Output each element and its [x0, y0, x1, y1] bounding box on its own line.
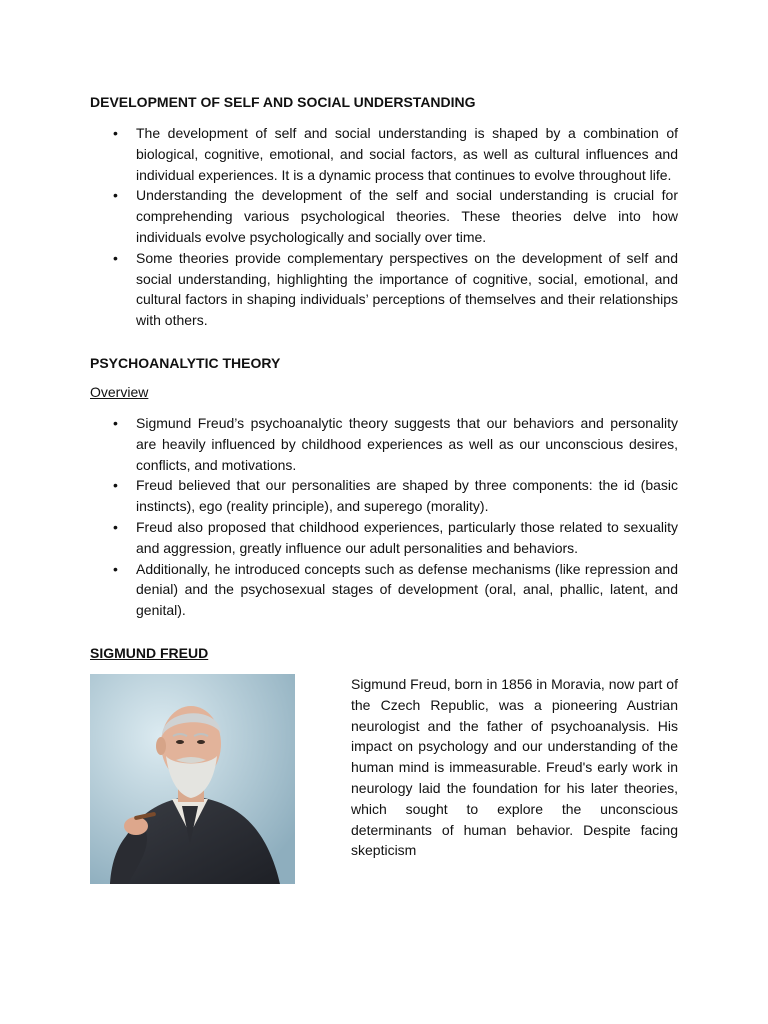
freud-bio-block — [90, 674, 678, 894]
freud-bio-text: Sigmund Freud, born in 1856 in Moravia, now part of the Czech Republic, was a pioneering Austrian neurologist and the father of psychoanalysis. His impact on psychology and our understanding of the human mind is immeasurable. Freud's early work in neurology laid the foundation for his later theories, which sought to explore the unconscious determinants of human behavior. Despite facing skepticism — [351, 675, 678, 859]
list-item: • Freud also proposed that childhood experiences, particularly those related to sexuality and aggression, greatly influence our adult personalities and behaviors. — [113, 518, 678, 556]
section-title-sigmund-freud: SIGMUND FREUD — [90, 644, 209, 661]
bullet-icon: • — [113, 125, 118, 141]
bullet-icon: • — [113, 518, 118, 535]
section-title-self-social: DEVELOPMENT OF SELF AND SOCIAL UNDERSTANDING — [90, 94, 476, 110]
bullet-list-psychoanalytic — [90, 413, 678, 621]
list-item: • Additionally, he introduced concepts such as defense mechanisms (like repression and denial) and the psychosexual stages of development (oral, anal, phallic, latent, and genital). — [113, 560, 678, 619]
bullet-icon: • — [113, 249, 118, 266]
subsection-title-overview: Overview — [90, 383, 149, 400]
bullet-icon: • — [113, 477, 118, 494]
list-item: • The development of self and social understanding is shaped by a combination of biological, cognitive, emotional, and social factors, as well as cultural influences and individual experiences. It is a dynamic process that continues to evolve throughout life. — [113, 125, 678, 183]
list-item: • Sigmund Freud’s psychoanalytic theory suggests that our behaviors and personality are heavily influenced by childhood experiences as well as our unconscious desires, conflicts, and motivations. — [113, 414, 678, 473]
freud-portrait — [90, 674, 295, 884]
freud-portrait-illustration — [90, 674, 295, 884]
bullet-icon: • — [113, 414, 118, 431]
bullet-list-self-social — [90, 123, 678, 331]
list-item: • Understanding the development of the self and social understanding is crucial for comprehending various psychological theories. These theories delve into how individuals evolve psychologically and socially over time. — [113, 187, 678, 245]
bullet-icon: • — [113, 560, 118, 577]
bullet-icon: • — [113, 187, 118, 204]
list-item: • Some theories provide complementary perspectives on the development of self and social understanding, highlighting the importance of cognitive, social, emotional, and cultural factors in shaping individuals’ perceptions of themselves and their relationships with others. — [113, 249, 678, 329]
list-item: • Freud believed that our personalities are shaped by three components: the id (basic instincts), ego (reality principle), and superego (morality). — [113, 477, 678, 515]
document-page — [90, 94, 678, 894]
section-title-psychoanalytic: PSYCHOANALYTIC THEORY — [90, 354, 281, 371]
